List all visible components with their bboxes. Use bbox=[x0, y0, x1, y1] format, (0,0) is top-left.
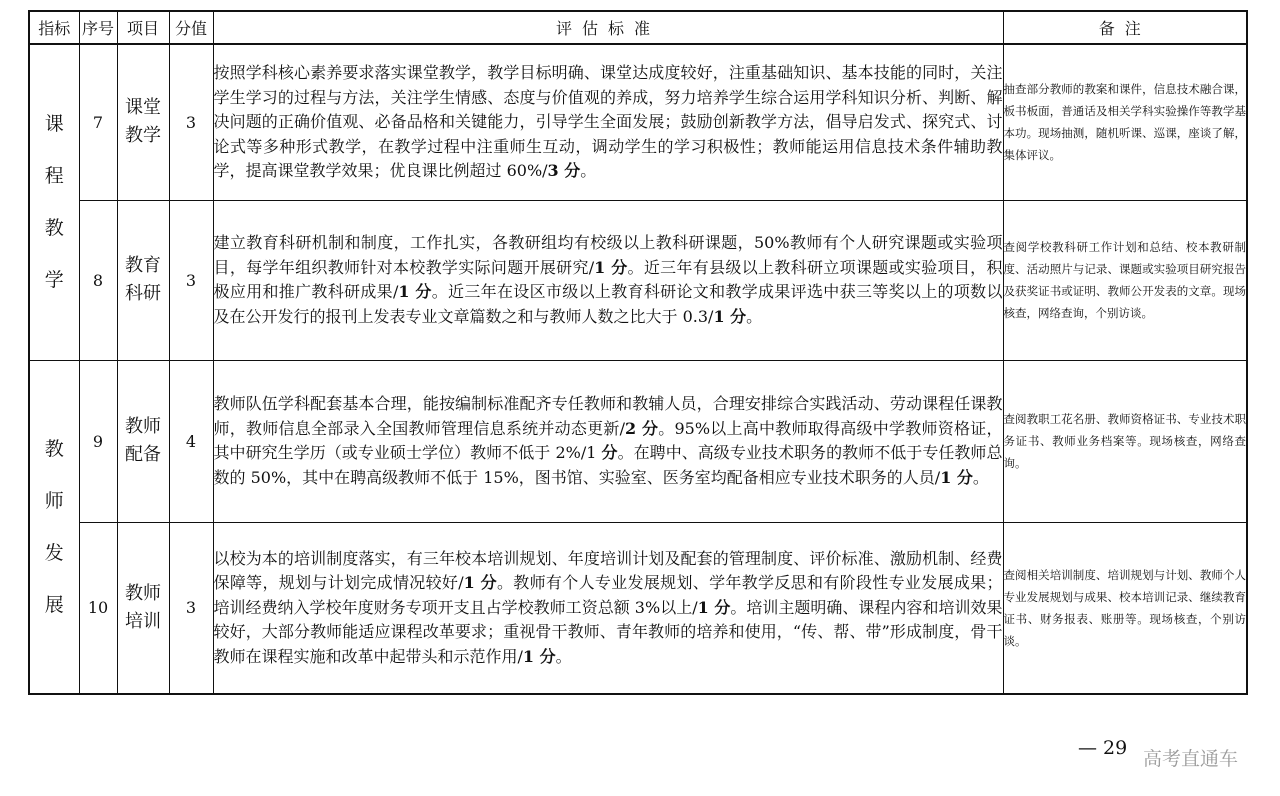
indicator-char: 展 bbox=[44, 593, 64, 616]
table-row bbox=[29, 522, 1247, 694]
standard-text: 建立教育科研机制和制度，工作扎实，各教研组均有校级以上教科研课题，50%教师有个人研究课题或实验项目，每学年组织教师针对本校教学实际问题开展研究/ bbox=[213, 233, 1003, 277]
indicator-char: 发 bbox=[44, 541, 64, 564]
header-indicator: 指标 bbox=[29, 11, 79, 44]
row-number: 9 bbox=[79, 360, 117, 522]
indicator-char: 教 bbox=[44, 437, 64, 460]
standard-points: 3 分 bbox=[547, 161, 581, 180]
page-number: — 29 bbox=[1078, 737, 1128, 759]
standard-points: 2 分 bbox=[625, 418, 659, 438]
item-line: 配备 bbox=[125, 444, 161, 465]
item-line: 科研 bbox=[125, 283, 161, 304]
row-score: 4 bbox=[169, 360, 213, 522]
item-line: 教师 bbox=[125, 416, 161, 437]
row-standard bbox=[213, 200, 1003, 360]
standard-text: 。 bbox=[972, 467, 989, 487]
row-score: 3 bbox=[169, 44, 213, 200]
standard-text: 。95%以上高中教师取得高级中学教师资格证，其中研究生学历（或专业硕士学位）教师不低于 2%/1 bbox=[213, 418, 1003, 462]
header-notes: 备注 bbox=[1003, 11, 1247, 44]
row-item bbox=[117, 200, 169, 360]
indicator-curriculum-teaching bbox=[29, 44, 79, 360]
standard-points: 1 分 bbox=[398, 282, 432, 301]
standard-text: 。 bbox=[746, 306, 763, 326]
standard-text: 。近三年有县级以上教科研立项课题或实验项目，积极应用和推广教科研成果/ bbox=[213, 257, 1003, 301]
standard-points: 1 分 bbox=[594, 257, 628, 277]
row-note: 查阅教职工花名册、教师资格证书、专业技术职务证书、教师业务档案等。现场核查，网络查询。 bbox=[1003, 360, 1247, 522]
standard-text: 。教师有个人专业发展规划、学年教学反思和有阶段性专业发展成果；培训经费纳入学校年度财务专项开支且占学校教师工资总额 3%以上/ bbox=[213, 573, 1003, 617]
standard-text: 按照学科核心素养要求落实课堂教学，教学目标明确、课堂达成度较好，注重基础知识、基本技能的同时，关注学生学习的过程与方法，关注学生情感、态度与价值观的养成，努力培养学生综合运用学科知识分析、判断、解决问题的正确价值观、必备品格和关键能力，引导学生全面发展；鼓励创新教学方法，倡导启发式、探究式、讨论式等多种形式教学，在教学过程中注重师生互动，调动学生的学习积极性；教师能运用信息技术条件辅助教学，提高课堂教学效果；优良课比例超过 60%/ bbox=[213, 63, 1003, 180]
standard-text: 。培训主题明确、课程内容和培训效果较好，大部分教师能适应课程改革要求；重视骨干教师、青年教师的培养和使用，“传、帮、带”形成制度，骨干教师在课程实施和改革中起带头和示范作用/ bbox=[213, 597, 1003, 666]
standard-points: 1 分 bbox=[697, 597, 731, 617]
evaluation-table bbox=[28, 10, 1248, 695]
item-line: 课堂 bbox=[125, 97, 161, 119]
indicator-char: 教 bbox=[44, 217, 64, 240]
item-line: 教师 bbox=[125, 582, 161, 604]
header-standard: 评估标准 bbox=[213, 11, 1003, 44]
row-score: 3 bbox=[169, 522, 213, 694]
row-standard bbox=[213, 360, 1003, 522]
header-number: 序号 bbox=[79, 11, 117, 44]
header-score: 分值 bbox=[169, 11, 213, 44]
standard-text: 教师队伍学科配套基本合理，能按编制标准配齐专任教师和教辅人员，合理安排综合实践活动、劳动课程任课教师，教师信息全部录入全国教师管理信息系统并动态更新/ bbox=[213, 394, 1003, 438]
row-number: 7 bbox=[79, 44, 117, 200]
row-standard bbox=[213, 44, 1003, 200]
row-number: 10 bbox=[79, 522, 117, 694]
standard-points: 分 bbox=[601, 443, 618, 462]
watermark: 高考直通车 bbox=[1143, 748, 1239, 770]
row-item bbox=[117, 360, 169, 522]
standard-text: 。 bbox=[555, 646, 572, 666]
indicator-char: 师 bbox=[44, 489, 64, 512]
table-row bbox=[29, 360, 1247, 522]
item-line: 教育 bbox=[125, 255, 161, 276]
row-note: 抽查部分教师的教案和课件，信息技术融合课，板书板面，普通话及相关学科实验操作等教学基本功。现场抽测，随机听课、巡课，座谈了解，集体评议。 bbox=[1003, 44, 1247, 200]
indicator-char: 课 bbox=[44, 113, 64, 136]
standard-text: 。 bbox=[580, 161, 597, 180]
row-score: 3 bbox=[169, 200, 213, 360]
indicator-char: 学 bbox=[44, 269, 64, 292]
row-number: 8 bbox=[79, 200, 117, 360]
standard-points: 1 分 bbox=[713, 306, 747, 326]
row-note: 查阅相关培训制度、培训规划与计划、教师个人专业发展规划与成果、校本培训记录、继续教育证书、财务报表、账册等。现场核查，个别访谈。 bbox=[1003, 522, 1247, 694]
item-line: 教学 bbox=[125, 125, 161, 147]
header-item: 项目 bbox=[117, 11, 169, 44]
indicator-char: 程 bbox=[44, 165, 64, 188]
standard-points: 1 分 bbox=[940, 467, 973, 487]
row-item bbox=[117, 522, 169, 694]
standard-text: 。近三年在设区市级以上教育科研论文和教学成果评选中获三等奖以上的项数以及在公开发行的报刊上发表专业文章篇数之和与教师人数之比大于 0.3/ bbox=[213, 282, 1003, 326]
table-row bbox=[29, 200, 1247, 360]
row-item bbox=[117, 44, 169, 200]
item-line: 培训 bbox=[125, 610, 161, 632]
table-row bbox=[29, 44, 1247, 200]
row-note: 查阅学校教科研工作计划和总结、校本教研制度、活动照片与记录、课题或实验项目研究报告及获奖证书或证明、教师公开发表的文章。现场核查，网络查询，个别访谈。 bbox=[1003, 200, 1247, 360]
row-standard bbox=[213, 522, 1003, 694]
standard-points: 1 分 bbox=[522, 646, 556, 666]
standard-text: 以校为本的培训制度落实，有三年校本培训规划、年度培训计划及配套的管理制度、评价标准、激励机制、经费保障等，规划与计划完成情况较好/ bbox=[213, 548, 1003, 592]
standard-points: 1 分 bbox=[463, 573, 497, 592]
indicator-teacher-development bbox=[29, 360, 79, 694]
table-header-row bbox=[29, 11, 1247, 44]
standard-text: 。在聘中、高级专业技术职务的教师不低于专任教师总数的 50%，其中在聘高级教师不低于 15%，图书馆、实验室、医务室均配备相应专业技术职务的人员/ bbox=[213, 443, 1003, 487]
